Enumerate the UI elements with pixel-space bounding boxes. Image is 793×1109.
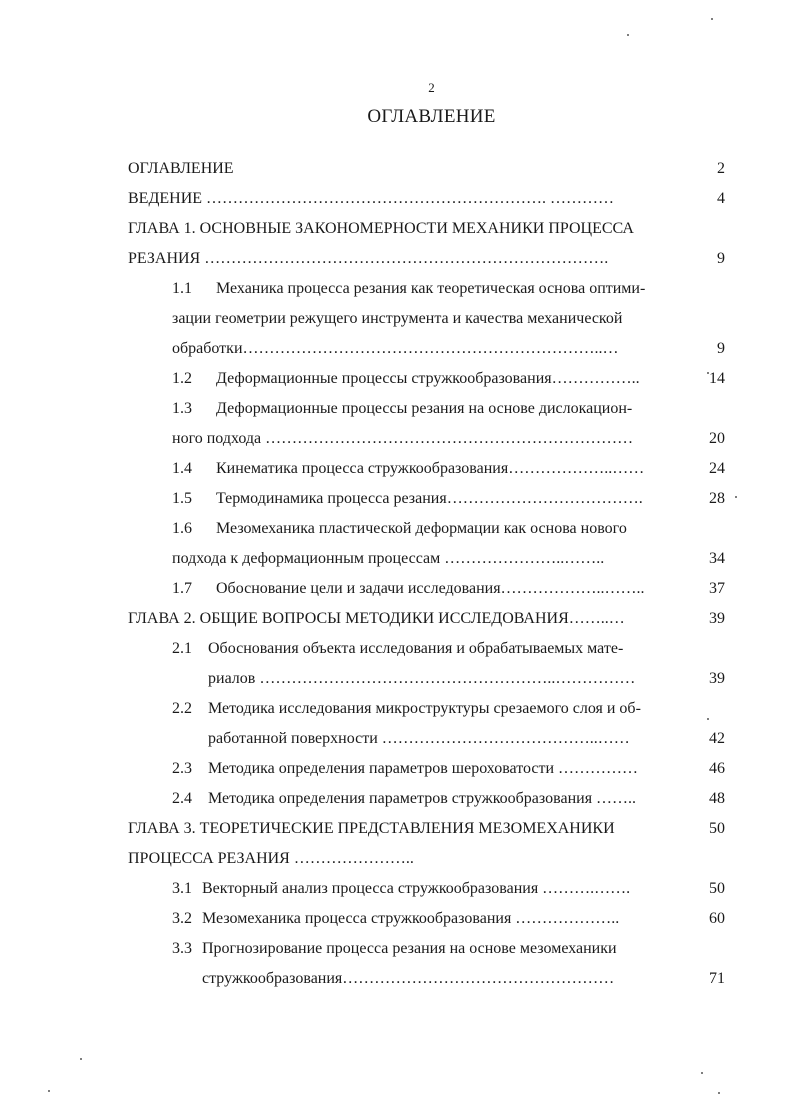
toc-entry-page: 42 — [709, 730, 725, 747]
toc-entry-title: обработки…………………………………………………………..… — [172, 340, 619, 357]
toc-entry-number: 1.3 — [172, 400, 192, 417]
toc-entry-title: ного подхода …………………………………………………………… — [172, 430, 634, 447]
toc-entry-title: РЕЗАНИЯ …………………………………………………………………. — [128, 250, 609, 267]
toc-entry-title: ГЛАВА 2. ОБЩИЕ ВОПРОСЫ МЕТОДИКИ ИССЛЕДОВАНИЯ……..… — [128, 610, 625, 627]
toc-entry-title: Методика исследования микроструктуры срезаемого слоя и об- — [208, 700, 641, 717]
toc-entry-page: 28 — [709, 490, 725, 507]
toc-entry-title: Мезомеханика пластической деформации как основа нового — [216, 520, 627, 537]
toc-entry-page: 46 — [709, 760, 725, 777]
toc-entry-number: 3.3 — [172, 940, 192, 957]
toc-entry-title: Методика определения параметров стружкообразования …….. — [208, 790, 637, 807]
toc-entry-page: 20 — [709, 430, 725, 447]
toc-entry-title: стружкообразования…………………………………………… — [202, 970, 615, 987]
toc-entry-page: 34 — [709, 550, 725, 567]
scan-speck — [48, 1090, 50, 1092]
scan-speck — [627, 34, 629, 36]
scan-speck — [80, 1058, 82, 1060]
toc-entry-page: 39 — [709, 670, 725, 687]
toc-entry-number: 2.4 — [172, 790, 192, 807]
toc-entry-number: 3.1 — [172, 880, 192, 897]
toc-entry-title: Механика процесса резания как теоретическая основа оптими- — [216, 280, 646, 297]
toc-entry-page: 14 — [709, 370, 725, 387]
scan-speck — [735, 496, 737, 498]
toc-entry-page: 48 — [709, 790, 725, 807]
toc-entry-number: 2.1 — [172, 640, 192, 657]
table-of-contents — [0, 154, 793, 1004]
toc-entry-title: Методика определения параметров шероховатости …………… — [208, 760, 639, 777]
scan-speck — [701, 1072, 703, 1074]
toc-entry-page: 24 — [709, 460, 725, 477]
toc-entry-title: риалов ………………………………………………..…………… — [208, 670, 636, 687]
toc-entry-title: Деформационные процессы стружкообразования…………….. — [216, 370, 640, 387]
page-number: 2 — [428, 80, 435, 95]
toc-entry-page: 71 — [709, 970, 725, 987]
toc-entry-title: Обоснование цели и задачи исследования………………..…….. — [216, 580, 645, 597]
toc-entry-page: 39 — [709, 610, 725, 627]
toc-entry-title: ГЛАВА 3. ТЕОРЕТИЧЕСКИЕ ПРЕДСТАВЛЕНИЯ МЕЗОМЕХАНИКИ — [128, 820, 615, 837]
toc-entry-number: 2.3 — [172, 760, 192, 777]
toc-entry-title: работанной поверхности …………………………………..…… — [208, 730, 630, 747]
toc-entry-number: 3.2 — [172, 910, 192, 927]
toc-entry-page: 9 — [717, 340, 725, 357]
scan-speck — [711, 18, 713, 20]
toc-entry-title: Деформационные процессы резания на основе дислокацион- — [216, 400, 633, 417]
toc-entry-title: ОГЛАВЛЕНИЕ — [128, 160, 234, 177]
scan-speck — [707, 718, 709, 720]
page-title: ОГЛАВЛЕНИЕ — [367, 106, 496, 127]
toc-entry-title: Мезомеханика процесса стружкообразования ……………….. — [202, 910, 620, 927]
toc-entry-page: 50 — [709, 880, 725, 897]
toc-entry-number: 1.6 — [172, 520, 192, 537]
toc-entry-title: ГЛАВА 1. ОСНОВНЫЕ ЗАКОНОМЕРНОСТИ МЕХАНИКИ ПРОЦЕССА — [128, 220, 634, 237]
scan-speck — [718, 1092, 720, 1094]
toc-entry-number: 1.1 — [172, 280, 192, 297]
toc-entry-title: Обоснования объекта исследования и обрабатываемых мате- — [208, 640, 624, 657]
toc-entry-title: Кинематика процесса стружкообразования………………..…… — [216, 460, 645, 477]
toc-entry-page: 2 — [717, 160, 725, 177]
toc-entry-title: Векторный анализ процесса стружкообразования ……….……. — [202, 880, 631, 897]
toc-entry-number: 1.2 — [172, 370, 192, 387]
toc-entry-title: ВЕДЕНИЕ ………………………………………………………. ………… — [128, 190, 615, 207]
toc-entry-title: Прогнозирование процесса резания на основе мезомеханики — [202, 940, 617, 957]
toc-entry-number: 1.4 — [172, 460, 192, 477]
scan-speck — [707, 372, 709, 374]
toc-entry-page: 9 — [717, 250, 725, 267]
toc-entry-page: 37 — [709, 580, 725, 597]
toc-entry-number: 1.5 — [172, 490, 192, 507]
toc-entry-page: 4 — [717, 190, 725, 207]
toc-entry-title: Термодинамика процесса резания………………………………. — [216, 490, 643, 507]
toc-entry-page: 60 — [709, 910, 725, 927]
toc-entry-title: ПРОЦЕССА РЕЗАНИЯ ………………….. — [128, 850, 414, 867]
toc-entry-title: подхода к деформационным процессам …………………..…….. — [172, 550, 605, 567]
toc-entry-title: зации геометрии режущего инструмента и качества механической — [172, 310, 623, 327]
toc-entry-number: 1.7 — [172, 580, 192, 597]
toc-entry-number: 2.2 — [172, 700, 192, 717]
toc-entry-page: 50 — [709, 820, 725, 837]
